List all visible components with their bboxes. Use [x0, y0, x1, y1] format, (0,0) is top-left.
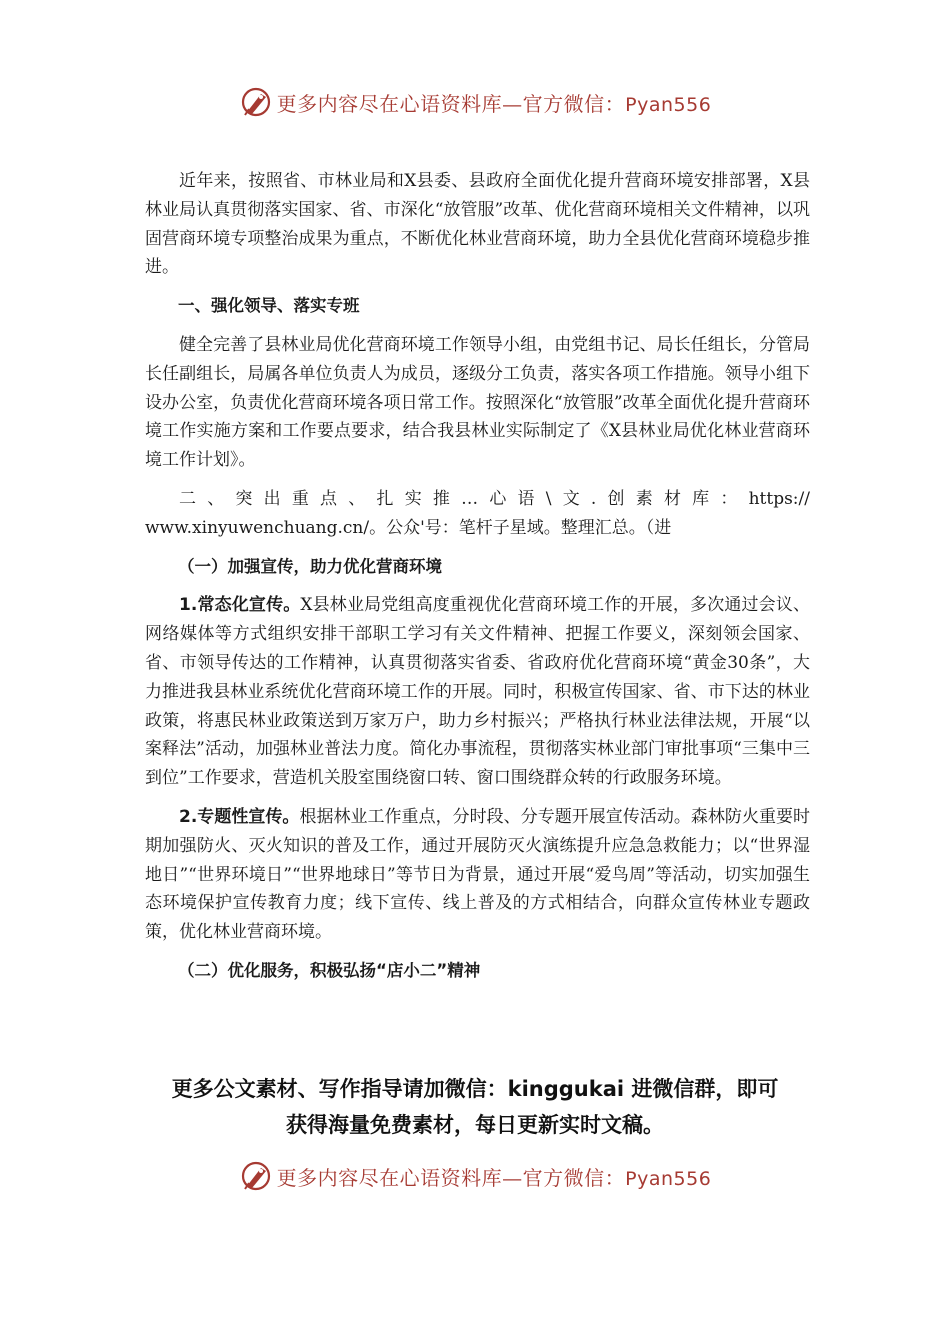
subsection2-heading: （二）优化服务，积极弘扬“店小二”精神	[178, 960, 481, 980]
promo-line2: 获得海量免费素材，每日更新实时文稿。	[286, 1113, 664, 1137]
section2-line1: 二、突出重点、扎实推…心语\文.创素材库：https://	[179, 488, 810, 509]
item1-body: X县林业局党组高度重视优化营商环境工作的开展，多次通过会议、网络媒体等方式组织安排干部职工学习有关文件精神、把握工作要义，深刻领会国家、省、市领导传达的工作精神，认真贯彻落实省委、省政府优化营商环境“黄金30条”，大力推进我县林业系统优化营商环境工作的开展。同时，积极宣传国家、省、市下达的林业政策，将惠民林业政策送到万家万户，助力乡村振兴；严格执行林业法律法规，开展“以案释法”活动，加强林业普法力度。简化办事流程，贯彻落实林业部门审批事项“三集中三到位”工作要求，营造机关股室围绕窗口转、窗口围绕群众转的行政服务环境。	[145, 595, 810, 789]
document-body	[145, 167, 810, 986]
banner-text: 更多内容尽在心语资料库—官方微信：Pyan556	[276, 91, 712, 116]
header-banner	[0, 80, 950, 124]
pen-nib-icon	[239, 1159, 273, 1193]
pen-nib-icon	[239, 85, 273, 119]
item2-body: 根据林业工作重点，分时段、分专题开展宣传活动。森林防火重要时期加强防火、灭火知识的普及工作，通过开展防灭火演练提升应急急救能力；以“世界湿地日”“世界环境日”“世界地球日”等节日为背景，通过开展“爱鸟周”等活动，切实加强生态环境保护宣传教育力度；线下宣传、线上普及的方式相结合，向群众宣传林业专题政策，优化林业营商环境。	[145, 806, 811, 943]
item1-lead: 1.常态化宣传。	[179, 595, 301, 616]
footer-banner-text: 更多内容尽在心语资料库—官方微信：Pyan556	[276, 1165, 712, 1190]
section2-line2: www.xinyuwenchuang.cn/。公众'号：笔杆子星域。整理汇总。（进	[145, 517, 672, 538]
item1-paragraph	[145, 591, 810, 793]
intro-paragraph: 近年来，按照省、市林业局和X县委、县政府全面优化提升营商环境安排部署，X县林业局认真贯彻落实国家、省、市深化“放管服”改革、优化营商环境相关文件精神，以巩固营商环境专项整治成果为重点，不断优化林业营商环境，助力全县优化营商环境稳步推进。	[145, 171, 810, 278]
item2-lead: 2.专题性宣传。	[179, 806, 300, 827]
section1-heading: 一、强化领导、落实专班	[178, 296, 360, 316]
promo-line1: 更多公文素材、写作指导请加微信：kinggukai 进微信群，即可	[171, 1077, 779, 1101]
section1-paragraph: 健全完善了县林业局优化营商环境工作领导小组，由党组书记、局长任组长，分管局长任副组长，局属各单位负责人为成员，逐级分工负责，落实各项工作措施。领导小组下设办公室，负责优化营商环境各项日常工作。按照深化“放管服”改革全面优化提升营商环境工作实施方案和工作要点要求，结合我县林业实际制定了《X县林业局优化林业营商环境工作计划》。	[145, 334, 810, 471]
subsection1-heading: （一）加强宣传，助力优化营商环境	[178, 556, 442, 576]
item2-paragraph	[145, 803, 810, 947]
footer-banner	[0, 1154, 950, 1198]
promo-block	[0, 1071, 950, 1143]
